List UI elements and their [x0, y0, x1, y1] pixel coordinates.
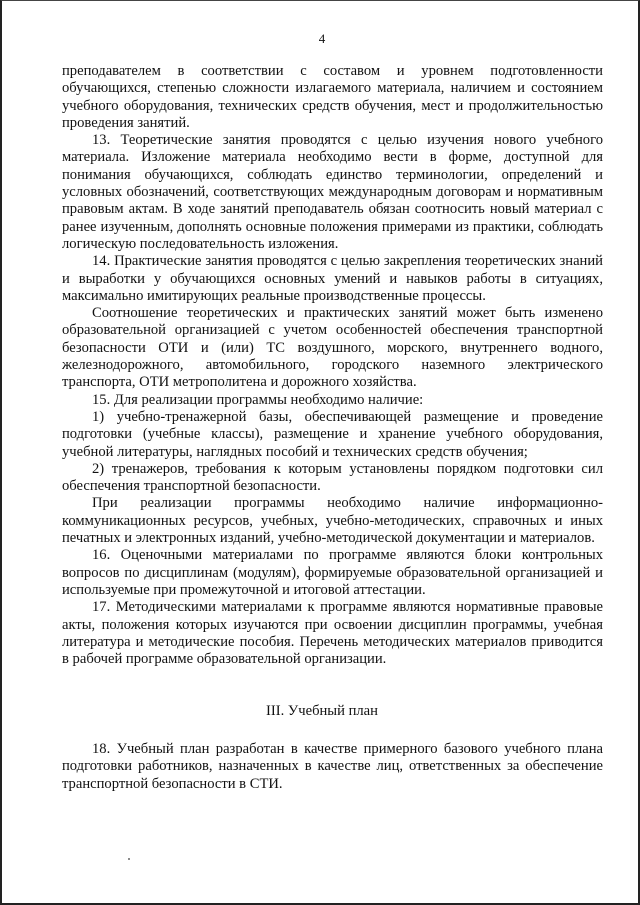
paragraph-16: 16. Оценочными материалами по программе являются блоки контрольных вопросов по дисциплинам (модулям), формируемые образовательной организацией и используемые при промежуточной и итоговой аттестации. — [62, 547, 603, 598]
closing-section — [62, 741, 603, 793]
scan-artifact — [128, 858, 130, 860]
paragraph-15: 15. Для реализации программы необходимо наличие: — [92, 391, 424, 408]
paragraph-13: 13. Теоретические занятия проводятся с целью изучения нового учебного материала. Изложение материала необходимо вести в форме, доступной для понимания обучающихся, соблюдать единство терминологии, определений и условных обозначений, соответствующих международным договорам и нормативным правовым актам. В ходе занятий преподаватель обязан соотносить новый материал с ранее изученным, дополнять основные положения примерами из практики, соблюдать логическую последовательность изложения. — [62, 132, 603, 252]
paragraph-18: 18. Учебный план разработан в качестве примерного базового учебного плана подготовки работников, назначенных в качестве лиц, ответственных за обеспечение транспортной безопасности в СТИ. — [62, 741, 603, 792]
paragraph-14: 14. Практические занятия проводятся с целью закрепления теоретических знаний и выработки у обучающихся основных умений и навыков работы в ситуациях, максимально имитирующих реальные производственные процессы. — [62, 253, 603, 304]
list-item-1: 1) учебно-тренажерной базы, обеспечивающей размещение и проведение подготовки (учебные классы), размещение и хранение учебного оборудования, учебной литературы, наглядных пособий и технических средств обучения; — [62, 408, 603, 460]
paragraph-17: 17. Методическими материалами к программе являются нормативные правовые акты, положения которых изучаются при освоении дисциплин программы, учебная литература и методические пособия. Перечень методических материалов приводится в рабочей программе образовательной организации. — [62, 599, 603, 668]
section-title: III. Учебный план — [266, 703, 378, 719]
document-body — [62, 63, 603, 668]
paragraph: преподавателем в соответствии с составом и уровнем подготовленности обучающихся, степенью сложности излагаемого материала, наличием и состоянием учебного оборудования, технических средств обучения, мест и продолжительностью проведения занятий. — [62, 63, 603, 131]
paragraph: При реализации программы необходимо наличие информационно-коммуникационных ресурсов, учебных, учебно-методических, справочных и иных печатных и электронных изданий, учебно-методической документации и материалов. — [62, 495, 603, 547]
paragraph: Соотношение теоретических и практических занятий может быть изменено образовательной организацией с учетом особенностей обеспечения транспортной безопасности ОТИ и (или) ТС воздушного, морского, внутреннего водного, железнодорожного, автомобильного, городского наземного электрического транспорта, ОТИ метрополитена и дорожного хозяйства. — [62, 305, 603, 391]
page-number: 4 — [318, 31, 326, 46]
list-item-2: 2) тренажеров, требования к которым установлены порядком подготовки сил обеспечения транспортной безопасности. — [62, 460, 603, 495]
